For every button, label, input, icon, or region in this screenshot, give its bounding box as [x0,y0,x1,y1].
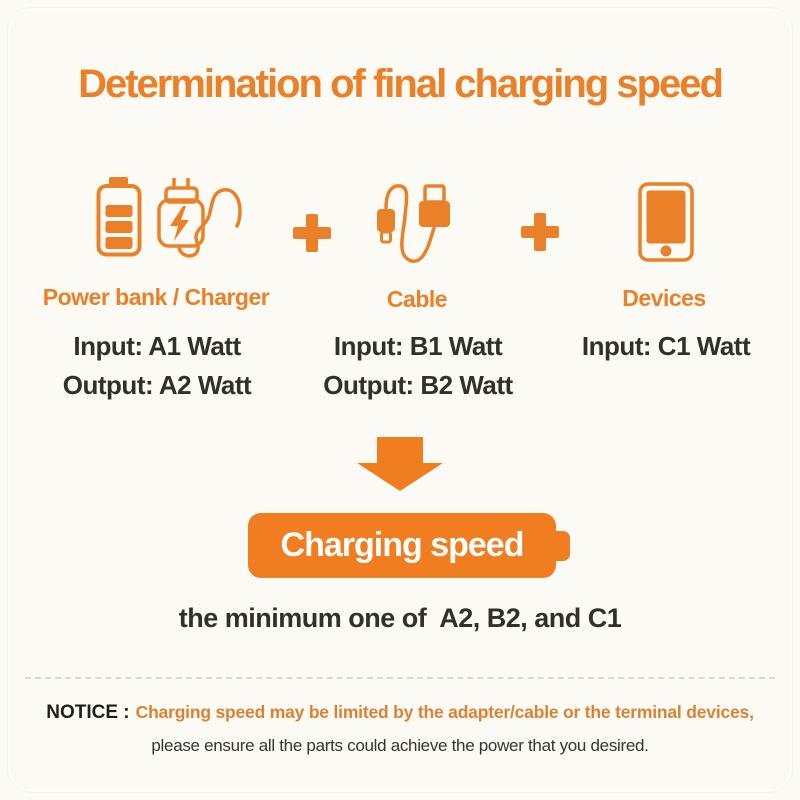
phone-icon [638,182,694,267]
notice-line-2: please ensure all the parts could achieve the power that you desired. [151,736,649,755]
spec-col-cable [323,327,512,405]
down-arrow-icon [357,437,443,496]
banner-label: Charging speed [280,526,524,564]
dashed-divider [25,677,775,679]
spec-input: Input: C1 Watt [581,331,751,361]
plus-icon [521,213,559,251]
spec-col-devices [582,327,750,366]
page-title: Determination of final charging speed [78,62,722,106]
spec-output: Output: A2 Watt [62,370,252,400]
usb-cable-icon [373,182,453,272]
notice-label: NOTICE : [46,702,130,723]
spec-input: Input: A1 Watt [73,331,241,361]
spec-output: Output: B2 Watt [323,370,513,400]
notice-line-1 [0,702,800,724]
battery-banner [248,513,556,578]
result-caption: the minimum one of A2, B2, and C1 [178,603,622,633]
group-label-cable: Cable [386,286,448,312]
plus-icon [293,214,331,252]
group-label-powerbank: Power bank / Charger [42,284,270,310]
battery-icon [96,177,142,262]
charger-icon [155,178,245,268]
spec-col-powerbank [63,327,251,405]
group-label-devices: Devices [622,285,706,311]
spec-input: Input: B1 Watt [333,331,503,361]
notice-highlight: Charging speed may be limited by the adapter/cable or the terminal devices, [135,702,754,722]
